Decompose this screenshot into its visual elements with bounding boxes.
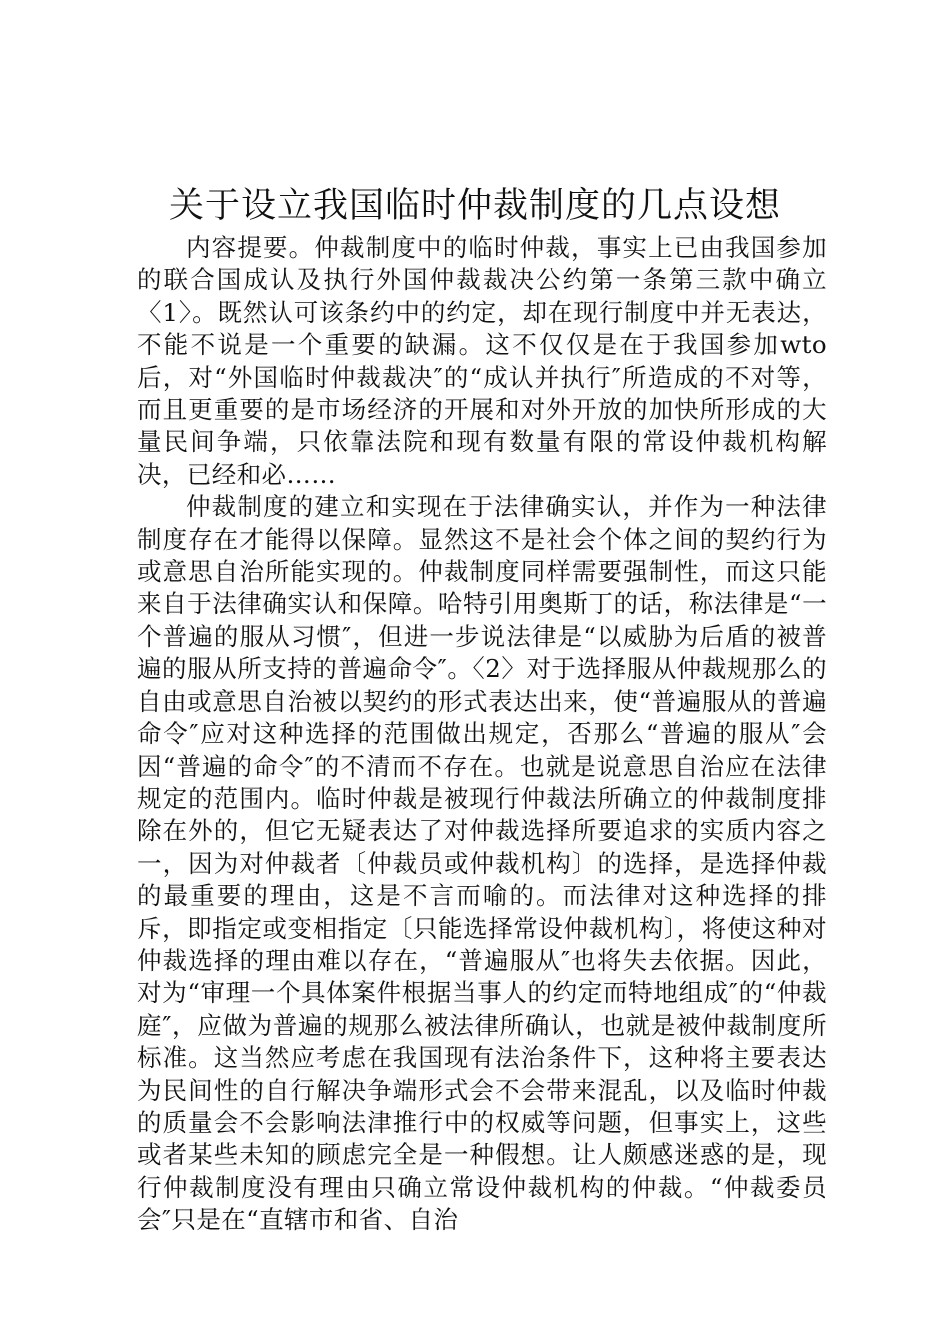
document-body (137, 232, 827, 1237)
document-title: 关于设立我国临时仲裁制度的几点设想 (168, 186, 781, 226)
body-paragraph: 仲裁制度的建立和实现在于法律确实认，并作为一种法律制度存在才能得以保障。显然这不是社会个体之间的契约行为或意思自治所能实现的。仲裁制度同样需要强制性，而这只能来自于法律确实认和保障。哈特引用奥斯丁的话，称法律是“一个普遍的服从习惯″，但进一步说法律是“以威胁为后盾的被普遍的服从所支持的普遍命令″。〈2〉对于选择服从仲裁规那么的自由或意思自治被以契约的形式表达出来，使“普遍服从的普遍命令″应对这种选择的范围做出规定，否那么“普遍的服从″会因“普遍的命令″的不清而不存在。也就是说意思自治应在法律规定的范围内。临时仲裁是被现行仲裁法所确立的仲裁制度排除在外的，但它无疑表达了对仲裁选择所要追求的实质内容之一，因为对仲裁者〔仲裁员或仲裁机构〕的选择，是选择仲裁的最重要的理由，这是不言而喻的。而法律对这种选择的排斥，即指定或变相指定〔只能选择常设仲裁机构〕，将使这种对仲裁选择的理由难以存在，“普遍服从″也将失去依据。因此，对为“审理一个具体案件根据当事人的约定而特地组成″的“仲裁庭″，应做为普遍的规那么被法律所确认，也就是被仲裁制度所标准。这当然应考虑在我国现有法治条件下，这种将主要表达为民间性的自行解决争端形式会不会带来混乱，以及临时仲裁的质量会不会影响法津推行中的权威等问题，但事实上，这些或者某些未知的顾虑完全是一种假想。让人颇感迷惑的是，现行仲裁制度没有理由只确立常设仲裁机构的仲裁。“仲裁委员会″只是在“直辖市和省、自治 (137, 492, 827, 1235)
abstract-paragraph: 内容提要。仲裁制度中的临时仲裁，事实上已由我国参加的联合国成认及执行外国仲裁裁决公约第一条第三款中确立〈1〉。既然认可该条约中的约定，却在现行制度中并无表达，不能不说是一个重要的缺漏。这不仅仅是在于我国参加wto后，对“外国临时仲裁裁决″的“成认并执行″所造成的不对等，而且更重要的是市场经济的开展和对外开放的加快所形成的大量民间争端，只依靠法院和现有数量有限的常设仲裁机构解决，已经和必…… (137, 233, 827, 489)
